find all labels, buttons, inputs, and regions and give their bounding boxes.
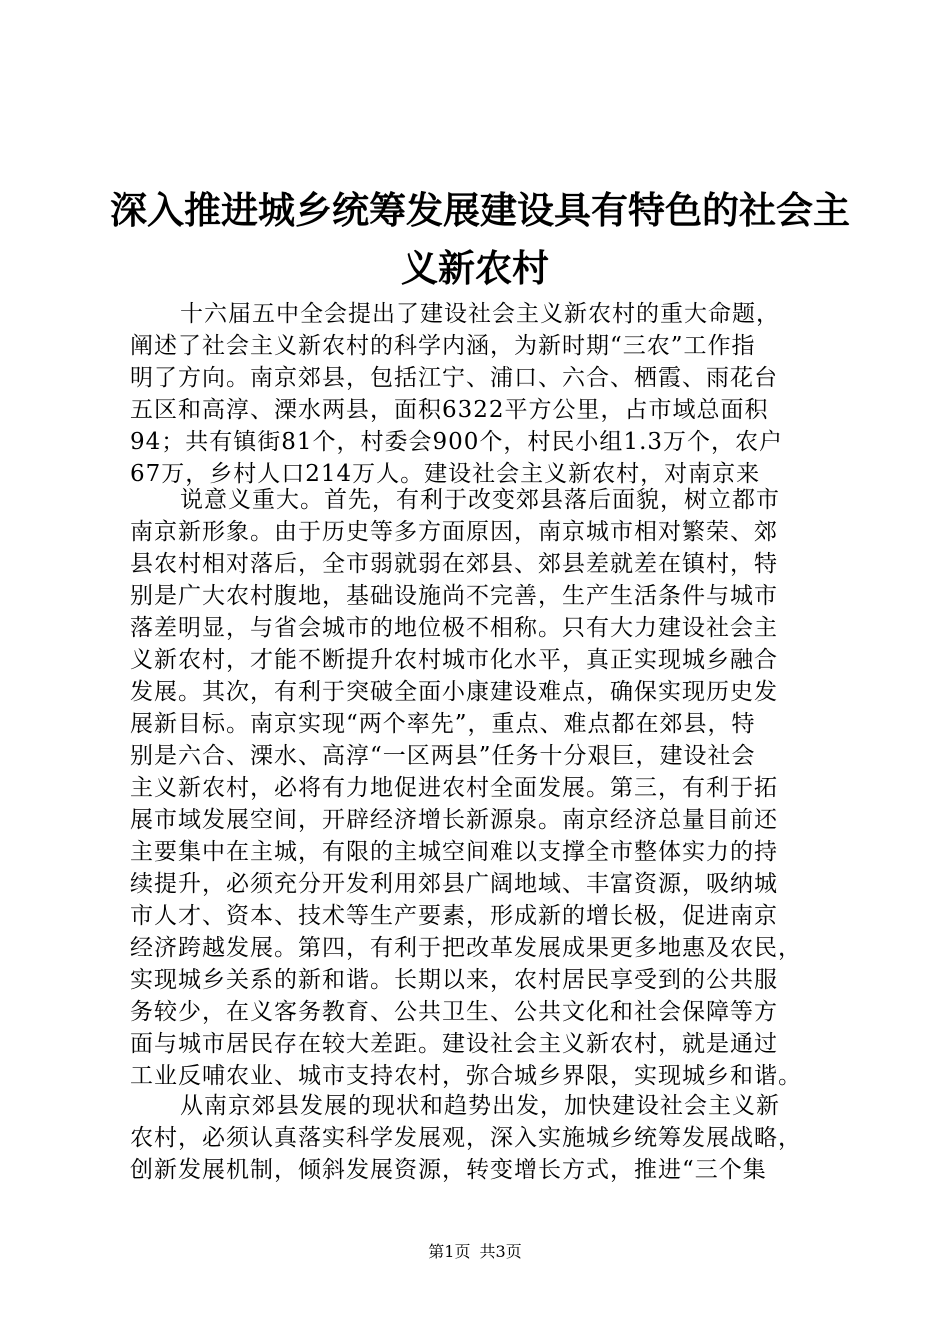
text-line: 67万，乡村人口214万人。建设社会主义新农村，对南京来 bbox=[130, 461, 761, 487]
document-title-line-2: 义新农村 bbox=[401, 246, 549, 290]
paragraph-2 bbox=[130, 484, 850, 1092]
text-line: 县农村相对落后，全市弱就弱在郊县、郊县差就差在镇村，特 bbox=[130, 551, 778, 577]
text-line: 农村，必须认真落实科学发展观，深入实施城乡统筹发展战略， bbox=[130, 1125, 802, 1151]
page-number: 第1页 bbox=[428, 1242, 471, 1261]
page-footer bbox=[0, 1242, 950, 1262]
paragraph-1 bbox=[130, 298, 850, 490]
text-line: 94；共有镇街81个，村委会900个，村民小组1.3万个，农户 bbox=[130, 429, 784, 455]
text-line: 市人才、资本、技术等生产要素，形成新的增长极，促进南京 bbox=[130, 903, 778, 929]
text-line: 创新发展机制，倾斜发展资源，转变增长方式，推进“三个集 bbox=[130, 1157, 767, 1183]
text-line: 展新目标。南京实现“两个率先”，重点、难点都在郊县，特 bbox=[130, 711, 756, 737]
text-line: 经济跨越发展。第四，有利于把改革发展成果更多地惠及农民， bbox=[130, 935, 802, 961]
text-line: 从南京郊县发展的现状和趋势出发，加快建设社会主义新 bbox=[180, 1093, 780, 1119]
text-line: 南京新形象。由于历史等多方面原因，南京城市相对繁荣、郊 bbox=[130, 519, 778, 545]
text-line: 发展。其次，有利于突破全面小康建设难点，确保实现历史发 bbox=[130, 679, 778, 705]
text-line: 别是六合、溧水、高淳“一区两县”任务十分艰巨，建设社会 bbox=[130, 743, 756, 769]
text-line: 工业反哺农业、城市支持农村，弥合城乡界限，实现城乡和谐。 bbox=[130, 1063, 802, 1089]
text-line: 实现城乡关系的新和谐。长期以来，农村居民享受到的公共服 bbox=[130, 967, 778, 993]
text-line: 五区和高淳、溧水两县，面积6322平方公里，占市域总面积 bbox=[130, 397, 769, 423]
text-line: 别是广大农村腹地，基础设施尚不完善，生产生活条件与城市 bbox=[130, 583, 778, 609]
text-line: 面与城市居民存在较大差距。建设社会主义新农村，就是通过 bbox=[130, 1031, 778, 1057]
text-line: 阐述了社会主义新农村的科学内涵，为新时期“三农”工作指 bbox=[130, 333, 756, 359]
text-line: 务较少，在义客务教育、公共卫生、公共文化和社会保障等方 bbox=[130, 999, 778, 1025]
text-line: 说意义重大。首先，有利于改变郊县落后面貌，树立都市 bbox=[180, 487, 780, 513]
text-line: 主义新农村，必将有力地促进农村全面发展。第三，有利于拓 bbox=[130, 775, 778, 801]
document-title-line-1: 深入推进城乡统筹发展建设具有特色的社会主 bbox=[110, 188, 850, 232]
text-line: 明了方向。南京郊县，包括江宁、浦口、六合、栖霞、雨花台 bbox=[130, 365, 778, 391]
text-line: 主要集中在主城，有限的主城空间难以支撑全市整体实力的持 bbox=[130, 839, 778, 865]
page-total: 共3页 bbox=[479, 1242, 522, 1261]
paragraph-3 bbox=[130, 1090, 850, 1186]
text-line: 展市域发展空间，开辟经济增长新源泉。南京经济总量目前还 bbox=[130, 807, 778, 833]
text-line: 落差明显，与省会城市的地位极不相称。只有大力建设社会主 bbox=[130, 615, 778, 641]
text-line: 义新农村，才能不断提升农村城市化水平，真正实现城乡融合 bbox=[130, 647, 778, 673]
text-line: 十六届五中全会提出了建设社会主义新农村的重大命题， bbox=[180, 301, 780, 327]
text-line: 续提升，必须充分开发利用郊县广阔地域、丰富资源，吸纳城 bbox=[130, 871, 778, 897]
